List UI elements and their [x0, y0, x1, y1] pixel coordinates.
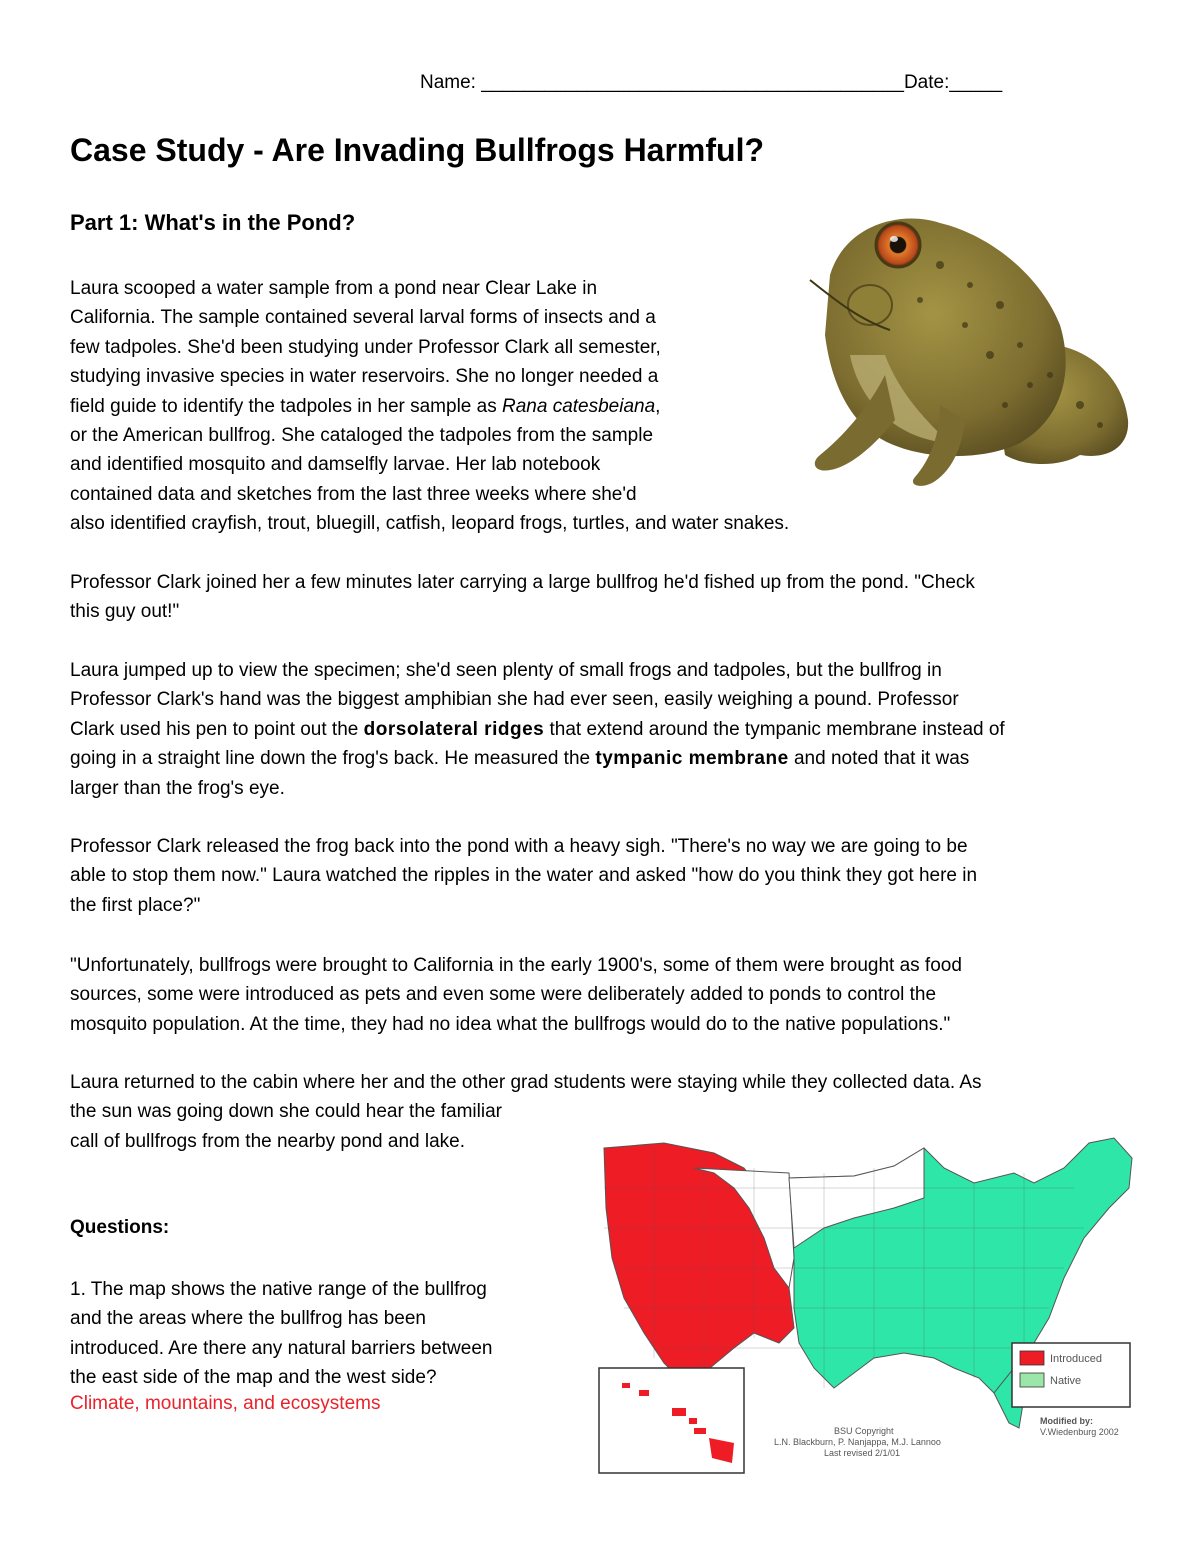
date-label: Date:: [903, 72, 950, 93]
paragraph-6: Laura returned to the cabin where her and the other grad students were staying while they collected data. As the sun was going down she could hear the familiar call of bullfrogs from the nearby pond and lake.: [70, 1072, 982, 1152]
paragraph-5: "Unfortunately, bullfrogs were brought to California in the early 1900's, some of them were brought as food sources, some were introduced as pets and even some were deliberately added to ponds to control the mosquito population. At the time, they had no idea what the bullfrogs would do to the native populations.": [70, 955, 962, 1035]
frog-eye: [876, 223, 920, 267]
bullfrog-range-map: [594, 1128, 1136, 1480]
legend-native-label: Native: [1050, 1375, 1082, 1387]
page-title: Case Study - Are Invading Bullfrogs Harmful?: [70, 132, 765, 168]
answer-1[interactable]: Climate, mountains, and ecosystems: [70, 1393, 381, 1414]
map-credit-line-1: Modified by:: [1040, 1416, 1093, 1426]
name-date-line: [420, 72, 1002, 94]
paragraph-3: Laura jumped up to view the specimen; she'd seen plenty of small frogs and tadpoles, but the bullfrog in Professor Clark's hand was the biggest amphibian she had ever seen, easily weighing a pound. Professor Clark used his pen to point out the dorsolateral ridges that extend around the tympanic membrane instead of going in a straight line down the frog's back. He measured the tympanic membrane and noted that it was larger than the frog's eye.: [70, 660, 1005, 799]
question-1: 1. The map shows the native range of the bullfrog and the areas where the bullfrog has been introduced. Are there any natural barriers between the east side of the map and the west side?: [70, 1279, 493, 1389]
term-tympanic-membrane: tympanic membrane: [595, 748, 789, 770]
legend-introduced-swatch: [1020, 1351, 1044, 1365]
part-1-heading: Part 1: What's in the Pond?: [70, 210, 356, 235]
name-blank[interactable]: ________________________________________: [481, 72, 904, 93]
paragraph-2: Professor Clark joined her a few minutes later carrying a large bullfrog he'd fished up from the pond. "Check this guy out!": [70, 572, 975, 623]
map-credit-line-2: V.Wiedenburg 2002: [1040, 1427, 1119, 1437]
questions-heading: Questions:: [70, 1217, 170, 1238]
name-label: Name:: [420, 72, 476, 93]
map-copyright-line-2: L.N. Blackburn, P. Nanjappa, M.J. Lannoo: [774, 1437, 941, 1447]
legend-native-swatch: [1020, 1373, 1044, 1387]
date-blank[interactable]: _____: [949, 72, 1003, 93]
paragraph-1: Laura scooped a water sample from a pond near Clear Lake in California. The sample contained several larval forms of insects and a few tadpoles. She'd been studying under Professor Clark all semester, studying invasive species in water reservoirs. She no longer needed a field guide to identify the tadpoles in her sample as Rana catesbeiana, or the American bullfrog. She cataloged the tadpoles from the sample and identified mosquito and damselfly larvae. Her lab notebook contained data and sketches from the last three weeks where she'd also identified crayfish, trout, bluegill, catfish, leopard frogs, turtles, and water snakes.: [70, 278, 790, 535]
legend-introduced-label: Introduced: [1050, 1353, 1102, 1365]
species-name: Rana catesbeiana: [502, 395, 656, 417]
term-dorsolateral-ridges: dorsolateral ridges: [363, 718, 545, 740]
map-copyright-line-1: BSU Copyright: [834, 1426, 894, 1436]
map-copyright-line-3: Last revised 2/1/01: [824, 1448, 901, 1458]
bullfrog-photo: [790, 205, 1135, 490]
paragraph-4: Professor Clark released the frog back into the pond with a heavy sigh. "There's no way we are going to be able to stop them now." Laura watched the ripples in the water and asked "how do you think they got here in the first place?": [70, 836, 978, 916]
frog-tympanic-membrane: [848, 285, 892, 325]
